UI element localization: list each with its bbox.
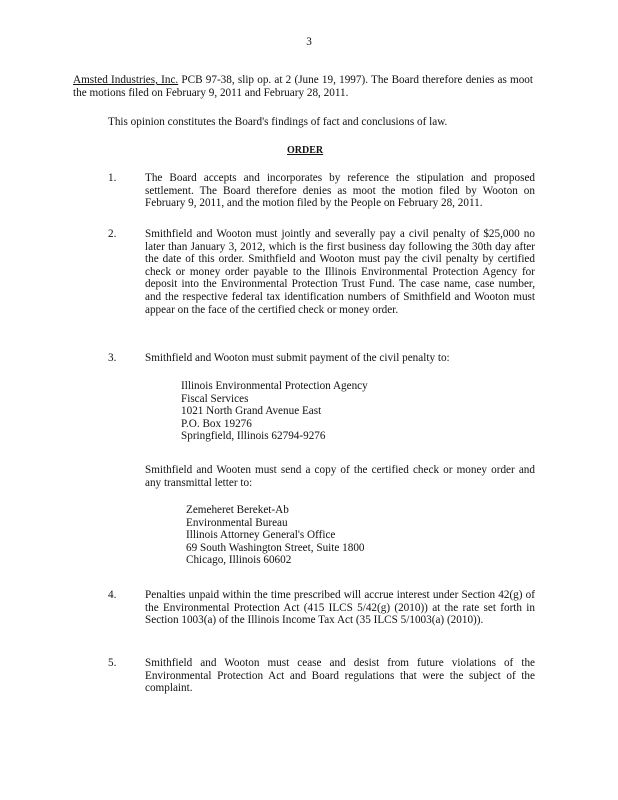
item-text: Penalties unpaid within the time prescribed will accrue interest under Section 42(g) of the Environmental Protection Act (415 ILCS 5/42(g) (2010)) at the rate set forth in Section 1003(a) of the Illinois Income Tax Act (35 ILCS 5/1003(a) (2010)).: [145, 589, 535, 627]
item-number: 5.: [108, 657, 117, 669]
order-heading: ORDER: [287, 145, 324, 156]
address-line: Chicago, Illinois 60602: [186, 554, 292, 567]
item-text: Smithfield and Wooten must send a copy of the certified check or money order and any transmittal letter to:: [145, 464, 535, 489]
address-line: Illinois Environmental Protection Agency: [181, 380, 368, 392]
address-line: Springfield, Illinois 62794-9276: [181, 430, 326, 443]
continuation-paragraph: [73, 74, 533, 99]
opinion-statement: This opinion constitutes the Board's findings of fact and conclusions of law.: [108, 116, 448, 128]
address-line: Zemeheret Bereket-Ab: [186, 504, 289, 516]
item-number: 1.: [108, 172, 117, 184]
item-text: The Board accepts and incorporates by reference the stipulation and proposed settlement. The Board therefore denies as moot the motion filed by Wooton on February 9, 2011, and the motion filed by the People on February 28, 2011.: [145, 172, 535, 210]
item-number: 2.: [108, 228, 117, 240]
copy-address: [186, 504, 365, 567]
item-number: 3.: [108, 352, 117, 364]
payment-address: [181, 380, 368, 443]
address-line: 1021 North Grand Avenue East: [181, 405, 322, 418]
item-text: Smithfield and Wooton must submit payment of the civil penalty to:: [145, 352, 450, 364]
address-line: Environmental Bureau: [186, 516, 288, 529]
address-line: Fiscal Services: [181, 392, 249, 405]
case-citation: Amsted Industries, Inc.: [73, 74, 179, 86]
item-number: 4.: [108, 589, 117, 601]
address-line: P.O. Box 19276: [181, 417, 252, 430]
page-number: 3: [306, 36, 312, 48]
continuation-text: PCB 97-38, slip op. at 2 (June 19, 1997). The Board therefore denies as moot the motions filed on February 9, 2011 and February 28, 2011.: [73, 74, 533, 99]
item-text: Smithfield and Wooton must cease and desist from future violations of the Environmental Protection Act and Board regulations that were the subject of the complaint.: [145, 657, 535, 695]
address-line: 69 South Washington Street, Suite 1800: [186, 541, 365, 554]
address-line: Illinois Attorney General's Office: [186, 529, 336, 542]
item-text: Smithfield and Wooton must jointly and severally pay a civil penalty of $25,000 no later than January 3, 2012, which is the first business day following the 30th day after the date of this order. Smithfield and Wooton must pay the civil penalty by certified check or money order payable to the Illinois Environmental Protection Agency for deposit into the Environmental Protection Trust Fund. The case name, case number, and the respective federal tax identification numbers of Smithfield and Wooton must appear on the face of the certified check or money order.: [145, 228, 535, 316]
